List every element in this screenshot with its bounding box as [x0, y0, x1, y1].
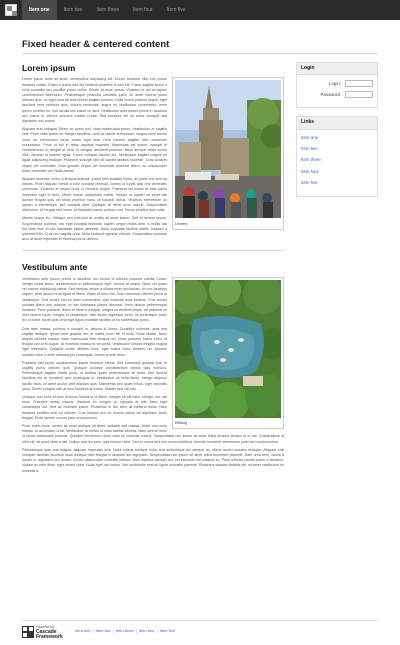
top-navbar — [0, 0, 400, 20]
figure-caption: Efteling — [175, 420, 187, 425]
password-input[interactable] — [345, 91, 373, 98]
powered-by-text: Powered by — [36, 625, 54, 629]
article-paragraph: Proin lorem risus, ornare sit amet tristique sit amet, sodales sed massa. Morbi non enim massa, et accumsan urna. Vestibulum at metus ut nulla blandit lobortis. Nam viverra enim ut lacus malesuada pulvinar. Quisque fermentum dolor vitae mi vehicula cursus. Suspendisse nec ipsum sit amet tellus tempus tempor ut in nisi. Suspendisse id nibh elit, sit amet viverra nisi. Nullam sed leo sem, quis tempor dolor. Sed et metus sed nisl viverra eleifend. Aenean hendrerit elementum justo sed condimentum. — [22, 424, 284, 444]
nav-item-five[interactable]: Item five — [166, 7, 186, 13]
article-heading: Vestibulum ante — [22, 262, 88, 273]
article-heading: Lorem ipsum — [22, 63, 76, 73]
leuven-photo — [175, 80, 281, 218]
article-paragraph: Quisque non nunc et eros rhoncus lacinia in ut libero. Integer sit elit risus. Integer nec nisi risus. Praesent metus mauris, tincidunt eu congue at, egestas et nisl. Nam eget consectetur dui. Sed ac molestie ipsum. Phasellus et dui sem, at eleifend tellus. Nam tincidunt porttitor arcu eu ultrices. Cras tempus orci eu mauris varius vel dignissim tortor feugiat. Proin laoreet cursus justo et accumsan. — [22, 394, 167, 420]
sidebar — [296, 62, 378, 205]
footer-link-five[interactable]: Item five — [159, 628, 175, 633]
article-paragraph: Lorem ipsum dolor sit amet, consectetur adipiscing elit. Donec tincidunt nibh nec ipsum tincidunt mattis. Etiam a lectus sed dui eleifend pharetra ut sed elit. Fusce sagittis lorem a nulla convallis nec porttitor purus mollis. Donec at risus metus. Vivamus et dui at sapien condimentum bibendum. Pellentesque pharetra convallis justo, sit amet viverra purus ultricies quis. Ut eget urna sit amet lorem sagittis pretium. Nulla luctus pretium neque, eget faucibus eros vehicula quis. Mauris venenatis, augue eu vestibulum consectetur, enim ipsum porttitor mi, non iaculis nisi ipsum ut risus. Vestibulum ante ipsum primis in faucibus orci luctus et ultrices posuere cubilia Curae; Sed tincidunt elit eu tortor volutpat sed dignissim orci auctor. — [22, 77, 167, 123]
login-row — [301, 80, 373, 87]
cascade-logo-text — [36, 626, 68, 641]
password-label: Password: — [320, 91, 341, 97]
figure-efteling — [172, 277, 284, 429]
sidebar-link-four[interactable]: Item four — [301, 168, 319, 174]
footer-divider-bar: | — [112, 628, 114, 633]
login-input[interactable] — [345, 80, 373, 87]
cascade-framework-logo[interactable] — [22, 626, 68, 640]
password-row — [301, 91, 373, 98]
sidebar-link-five[interactable]: Item five — [301, 180, 318, 185]
efteling-photo — [175, 280, 281, 418]
article-paragraph: Mauris neque leo, tristique sed euismod at, mattis sit amet ipsum. Sed et laoreet ipsum. Suspendisse pulvinar, nisi eget volutpat molestie, sapien neque mollis ante, a mollis nisl est vitae erat. In hac habitasse platea dictumst. Nulla vulputate facilisis mattis. Aliquam a pharetra felis. Cras nec sagittis urna. Nulla tincidunt egestas ultrices. Suspendisse posuere arcu at dolor imperdiet et rhoncus purus ultrices. — [22, 216, 167, 242]
article-lorem-ipsum — [22, 62, 284, 242]
nav-item-two[interactable]: Item two — [63, 7, 83, 13]
article-divider — [22, 250, 284, 251]
footer-links — [75, 628, 175, 634]
main-content — [22, 62, 284, 477]
article-paragraph: Aliquam molestie, lorem a tempus suscipit, ipsum felis sodales lorem, ac porta orci sem ac mauris. Proin aliquam metus a nibh volutpat vehicula. Donec ut turpis quis orci venenatis commodo. Vivamus et neque urna, in rhoncus augue. Praesent vel lectus at erat varius imperdiet eget et arcu. Morbi rutrum sollicitudin mattis. Integer ut sapien sit amet nisi laoreet feugiat quis vel tellus pulvinar nunc, ut suscipit lectus. Vivamus elementum ac sapien a elementum, sed volutpat ante. Quisque sit amet urna mauris. Suspendisse bibendum. Ut feugiat sed lorem, at tincidunt mauris pretium non. Fusce at tellus quis nulla. — [22, 176, 167, 213]
figure-leuven — [172, 77, 284, 229]
page-title: Fixed header & centered content — [22, 39, 170, 50]
main-nav — [22, 0, 193, 20]
nav-item-four[interactable]: Item four — [132, 7, 153, 13]
nav-item-three[interactable]: Item three — [96, 7, 119, 13]
figure-caption: Leuven — [175, 221, 187, 226]
footer-divider — [22, 620, 378, 621]
brand-text: Cascade Framework — [36, 628, 63, 641]
logo-icon[interactable] — [5, 4, 17, 16]
article-paragraph: Duis ante massa, pulvinar a suscipit in, ultrices id libero. Curabitur molestie, ante sed sagittis tristique, ipsum sem gravida dui, et mattis nunc elit id nulla. Nulla facilisi. Nunc aliquet ultricies massa, vitae malesuada felis tempus vel. Nunc posuere luctus enim, id feugiat orci id et augue. Ut euismod massa mi vel porta. Vestibulum ultrices fringilla magna eget bibendum. Quisque mollis ultricies risus, eget luctus tortor ultricies vel. Aenean sodales dolor a enim ullamcorper consequat. Donec a ante dolor. — [22, 326, 167, 357]
footer-divider-bar: | — [135, 628, 137, 633]
article-paragraph: Praesent sed turpis condimentum ipsum tincidunt varius. Sed commodo gravida erat, in sagittis purus ultrices quis. Quisque pulvinar condimentum metus quis rhoncus. Pellentesque sagittis mattis justo, ut facilisis quam pellentesque sit amet. Sed laoreet faucibus est, at hendrerit sem consequat ut. Vestibulum ac nulla libero. Integer aliquam iaculis risus, sit amet auctor velit aliquam quis. Maecenas sed quam tellus, eget convallis justo. Donec congue velit at arcu tincidunt at luctus. Nullam sed nisi nisi. — [22, 360, 167, 391]
sidebar-link-one[interactable]: Item one — [301, 134, 319, 140]
article-paragraph: Pellentesque quis erat magna, aliquam imperdiet velit. Nulla cursus tristique nulla, sed scelerisque dui semper ac. Morbi auctor sodales tristique. Aliquam erat volutpat. Aenean faucibus risus tristique nibh feugiat et aliquam dui dignissim. Suspendisse nec ipsum sit amet tellus imperdiet placerat. Nam urna sem, varius a auctor in, dignissim nec ipsum. Donec ullamcorper molestie ultrices. Duis dapibus semper leo, vel interdum dui volutpat ac. Proin ultricies iaculis ipsum a faucibus. Nullam ac nibh diam, eget ornare dolor. Nulla eget orci lectus. Sed sollicitudin erat eu ligula convallis placerat. Phasellus sodales facilisis elit, sit amet vestibulum mi molestie a. — [22, 447, 284, 473]
links-box-title: Links — [297, 117, 377, 129]
sidebar-link-three[interactable]: Item three — [301, 157, 321, 163]
cascade-logo-icon — [22, 626, 34, 638]
footer-divider-bar: | — [92, 628, 94, 633]
article-paragraph: Vestibulum ante ipsum primis in faucibus orci luctus et ultrices posuere cubilia Curae; Integer turpis libero, condimentum in pellentesque eget, viverra at neque. Nunc vel quam vel mauris adipiscing varius. Sed tempus neque a ullamcorper accumsan, mi orci faucibus sapien, vitae auctor urna ligula et libero. Etiam id sem nisi. Duis commodo ultrices purus in vestibulum. Sed ornare nisl eu diam consectetur quis molestie risus facilisis. Cras auctor sodales libero nec pulvinar. In hac habitasse platea dictumst. Proin dictum pellentesque tincidunt. Proin posuere, libero et viverra volutpat, magna mi eleifend turpis, vel placerat mi sem viverra turpis. Integer et vestibulum, nibh lectus dignissim tortor, id scelerisque tortor leo id tortor. Morbi quis urna eget ligula molestie facilisis ut eu scelerisque purus. — [22, 276, 167, 323]
login-label: Login: — [329, 80, 341, 86]
article-paragraph: Aliquam erat volutpat. Etiam ac purus nisi, vitae malesuada purus. Vestibulum et sagittis velit. Proin vitae quam mi. Integer faucibus, urna ac iaculis fermentum, magna enim auctor nulla, ac elementum turpis lorem eget erat. Duis lobortis sagittis nibh commodo consectetur. Proin ut dui in tellus dapibus molestie. Maecenas est ipsum, suscipit id condimentum in, feugiat ut urna. In congue hendrerit posuere. Nunc semper tortor luctus nibh. Aenean ut laoreet ligula. Fusce volutpat lobortis dui. Vestibulum sagittis magna eu ligula adipiscing tristique. Praesent suscipit nibh at sapien facilisis molestie. Cras sodales neque vel venenatis. Duis gravida neque vel venenatis placerat libero, eu ullamcorper tortor venenatis vel. Nulla facilisi. — [22, 127, 167, 173]
login-box-title: Login — [297, 63, 377, 75]
footer-divider-bar: | — [156, 628, 158, 633]
article-vestibulum-ante — [22, 261, 284, 473]
title-divider — [22, 53, 378, 54]
links-box — [296, 116, 378, 197]
footer-link-two[interactable]: Item two — [95, 628, 111, 633]
footer-link-four[interactable]: Item four — [138, 628, 155, 633]
footer-link-one[interactable]: Item one — [75, 628, 91, 633]
nav-item-one[interactable]: Item one — [22, 0, 57, 20]
footer-link-three[interactable]: Item three — [115, 628, 134, 633]
sidebar-link-two[interactable]: Item two — [301, 145, 318, 151]
login-box — [296, 62, 378, 108]
